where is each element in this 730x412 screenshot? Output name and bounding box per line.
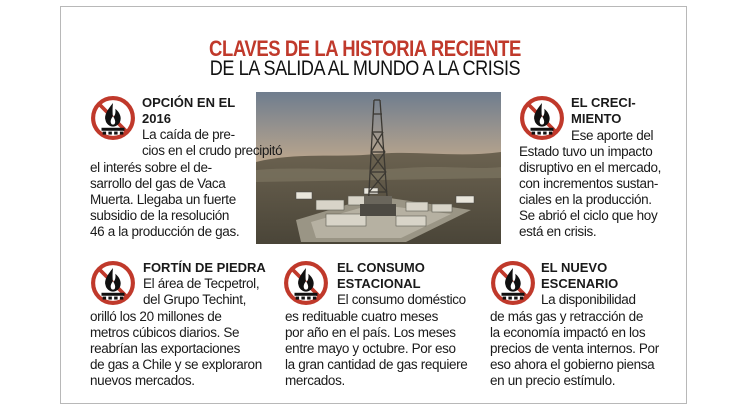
- section-opcion-2016: [142, 95, 282, 159]
- section-text-continued: de más gas y retracción de la economía impactó en los precios de venta internos. Por eso ahora el gobierno piensa en un precio estímulo.: [490, 309, 659, 388]
- section-text: La caída de pre- cios en el crudo precipitó: [142, 127, 283, 158]
- gas-flame-warning-icon: [519, 95, 565, 141]
- subheadline: DE LA SALIDA AL MUNDO A LA CRISIS: [209, 57, 521, 80]
- section-nuevo-escenario: [541, 260, 636, 308]
- section-text: Ese aporte del: [571, 128, 654, 143]
- section-crecimiento: [571, 95, 653, 144]
- section-text-continued: Estado tuvo un impacto disruptivo en el mercado, con incrementos sustan- ciales en la producción. Se abrió el ciclo que hoy está en crisis.: [519, 144, 662, 239]
- gas-flame-warning-icon: [90, 260, 136, 306]
- section-heading: EL NUEVO ESCENARIO: [541, 260, 619, 291]
- section-fortin-de-piedra: [143, 260, 266, 308]
- section-consumo-estacional: [337, 260, 466, 308]
- gas-flame-warning-icon: [490, 260, 536, 306]
- section-text-continued: orilló los 20 millones de metros cúbicos diarios. Se reabrían las exportaciones de gas a Chile y se exploraron nuevos mercados.: [90, 309, 262, 388]
- section-text: El área de Tecpetrol, del Grupo Techint,: [143, 276, 260, 307]
- gas-flame-warning-icon: [283, 260, 329, 306]
- section-text: La disponibilidad: [541, 292, 636, 307]
- section-text: El consumo doméstico: [337, 292, 466, 307]
- section-text-continued: el interés sobre el de- sarrollo del gas de Vaca Muerta. Llegaba un fuerte subsidio de la resolución 46 a la producción de gas.: [90, 160, 240, 239]
- headline: CLAVES DE LA HISTORIA RECIENTE: [209, 36, 521, 61]
- section-heading: FORTÍN DE PIEDRA: [143, 260, 266, 275]
- gas-flame-warning-icon: [90, 95, 136, 141]
- section-heading: EL CONSUMO ESTACIONAL: [337, 260, 425, 291]
- section-heading: EL CRECI- MIENTO: [571, 95, 636, 126]
- gas-drilling-rig-photo: [256, 92, 501, 244]
- section-text-continued: es redituable cuatro meses por año en el país. Los meses entre mayo y octubre. Por eso la gran cantidad de gas requiere mercados.: [285, 309, 468, 388]
- section-heading: OPCIÓN EN EL 2016: [142, 95, 236, 126]
